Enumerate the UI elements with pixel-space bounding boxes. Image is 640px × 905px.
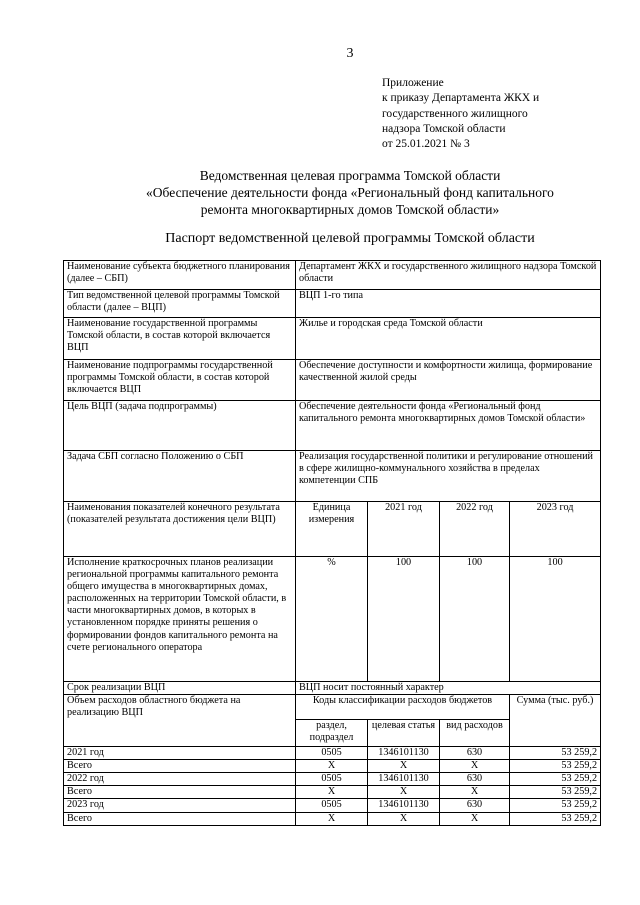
approval-line: от 25.01.2021 № 3 xyxy=(382,138,470,151)
approval-line: Приложение xyxy=(382,77,444,89)
unit-header: Единица измерения xyxy=(296,502,368,557)
value-cell: ВЦП 1-го типа xyxy=(296,290,601,318)
budget-target: X xyxy=(368,812,440,825)
approval-line: государственного жилищного xyxy=(382,107,528,120)
budget-kind: 630 xyxy=(440,773,510,786)
passport-heading: Паспорт ведомственной целевой программы Томской области xyxy=(165,231,535,246)
budget-section: X xyxy=(296,786,368,799)
table-row xyxy=(64,502,601,557)
label-cell: Наименование государственной программы Томской области, в состав которой включается ВЦП xyxy=(64,318,296,360)
budget-section: X xyxy=(296,812,368,825)
table-row xyxy=(64,747,601,760)
value-cell: Обеспечение доступности и комфортности жилища, формирование качественной жилой среды xyxy=(296,360,601,401)
budget-kind: X xyxy=(440,786,510,799)
indicator-value: 100 xyxy=(440,557,510,682)
title-line: ремонта многоквартирных домов Томской области» xyxy=(200,202,500,217)
title-line: Ведомственная целевая программа Томской области xyxy=(199,168,501,183)
budget-kind: 630 xyxy=(440,747,510,760)
budget-target: 1346101130 xyxy=(368,747,440,760)
approval-line: надзора Томской области xyxy=(382,122,506,135)
table-row xyxy=(64,290,601,318)
label-cell: Наименования показателей конечного результата (показателей результата достижения цели ВЦП) xyxy=(64,502,296,557)
budget-target: X xyxy=(368,786,440,799)
table-row xyxy=(64,401,601,451)
value-cell: Жилье и городская среда Томской области xyxy=(296,318,601,360)
budget-label: 2022 год xyxy=(64,773,296,786)
value-cell: Департамент ЖКХ и государственного жилищного надзора Томской области xyxy=(296,261,601,290)
table-row xyxy=(64,695,601,720)
budget-sum: 53 259,2 xyxy=(510,747,601,760)
table-row xyxy=(64,318,601,360)
budget-target: X xyxy=(368,760,440,773)
indicator-unit: % xyxy=(296,557,368,682)
label-cell: Наименование подпрограммы государственной программы Томской области, в состав которой включается ВЦП xyxy=(64,360,296,401)
budget-sum: 53 259,2 xyxy=(510,786,601,799)
label-cell: Задача СБП согласно Положению о СБП xyxy=(64,451,296,502)
label-cell: Цель ВЦП (задача подпрограммы) xyxy=(64,401,296,451)
table-row xyxy=(64,799,601,812)
budget-target: 1346101130 xyxy=(368,799,440,812)
value-cell: Обеспечение деятельности фонда «Региональный фонд капитального ремонта многоквартирных домов Томской области» xyxy=(296,401,601,451)
budget-sum: 53 259,2 xyxy=(510,773,601,786)
year-header: 2022 год xyxy=(440,502,510,557)
budget-label: Всего xyxy=(64,786,296,799)
year-header: 2021 год xyxy=(368,502,440,557)
budget-label: 2023 год xyxy=(64,799,296,812)
indicator-value: 100 xyxy=(510,557,601,682)
code-subheader: вид расходов xyxy=(440,720,510,747)
label-cell: Объем расходов областного бюджета на реализацию ВЦП xyxy=(64,695,296,747)
budget-section: X xyxy=(296,760,368,773)
table-row xyxy=(64,360,601,401)
table-row xyxy=(64,451,601,502)
table-row xyxy=(64,682,601,695)
budget-section: 0505 xyxy=(296,747,368,760)
approval-block xyxy=(382,76,539,152)
table-row xyxy=(64,760,601,773)
budget-kind: 630 xyxy=(440,799,510,812)
value-cell: ВЦП носит постоянный характер xyxy=(296,682,601,695)
budget-sum: 53 259,2 xyxy=(510,760,601,773)
year-header: 2023 год xyxy=(510,502,601,557)
page-number: 3 xyxy=(346,46,354,61)
value-cell: Реализация государственной политики и регулирование отношений в сфере жилищно-коммунального хозяйства в пределах компетенции СПБ xyxy=(296,451,601,502)
budget-section: 0505 xyxy=(296,773,368,786)
codes-header: Коды классификации расходов бюджетов xyxy=(296,695,510,720)
code-subheader: целевая статья xyxy=(368,720,440,747)
label-cell: Тип ведомственной целевой программы Томской области (далее – ВЦП) xyxy=(64,290,296,318)
table-row xyxy=(64,557,601,682)
approval-line: к приказу Департамента ЖКХ и xyxy=(382,92,540,105)
sum-header: Сумма (тыс. руб.) xyxy=(510,695,601,747)
budget-section: 0505 xyxy=(296,799,368,812)
indicator-value: 100 xyxy=(368,557,440,682)
budget-target: 1346101130 xyxy=(368,773,440,786)
table-row xyxy=(64,812,601,825)
table-row xyxy=(64,786,601,799)
title-line: «Обеспечение деятельности фонда «Региональный фонд капитального xyxy=(146,185,554,200)
code-subheader: раздел, подраздел xyxy=(296,720,368,747)
label-cell: Наименование субъекта бюджетного планирования (далее – СБП) xyxy=(64,261,296,290)
budget-label: 2021 год xyxy=(64,747,296,760)
budget-sum: 53 259,2 xyxy=(510,799,601,812)
passport-table xyxy=(63,260,601,826)
budget-sum: 53 259,2 xyxy=(510,812,601,825)
budget-label: Всего xyxy=(64,760,296,773)
table-row xyxy=(64,773,601,786)
program-title xyxy=(60,167,640,218)
indicator-name: Исполнение краткосрочных планов реализации региональной программы капитального ремонта общего имущества в многоквартирных домах, расположенных на территории Томской области, в части многоквартирных домов, в которых в установленном порядке приняты решения о формировании фондов капитального ремонта на счете регионального оператора xyxy=(64,557,296,682)
label-cell: Срок реализации ВЦП xyxy=(64,682,296,695)
table-row xyxy=(64,261,601,290)
budget-kind: X xyxy=(440,812,510,825)
budget-label: Всего xyxy=(64,812,296,825)
budget-kind: X xyxy=(440,760,510,773)
